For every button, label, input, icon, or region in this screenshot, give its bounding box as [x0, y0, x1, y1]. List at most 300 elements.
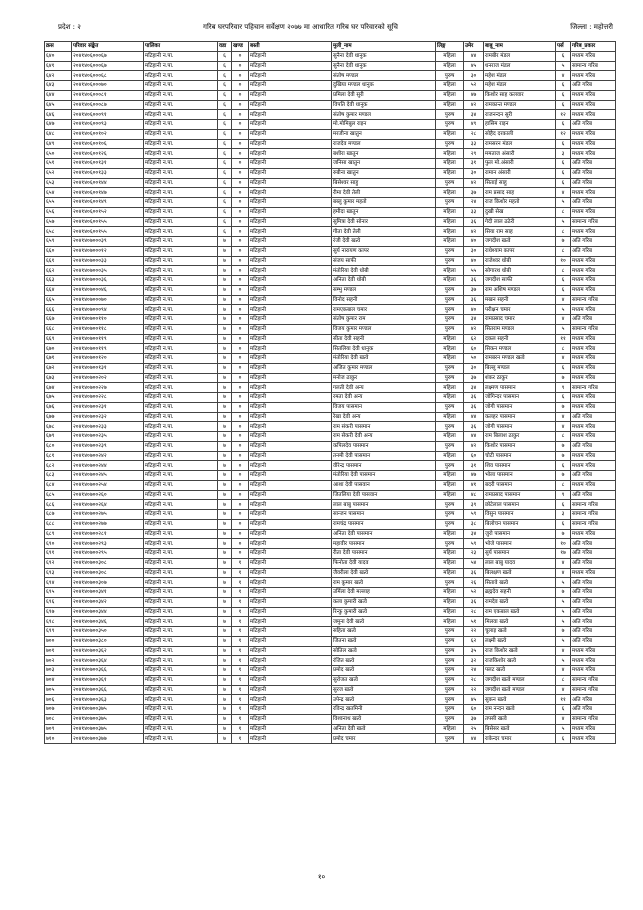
table-cell: मटिहानी न.पा.	[144, 266, 218, 276]
table-row	[45, 256, 616, 266]
table-cell: ४०	[464, 305, 484, 315]
table-cell: ४२	[464, 324, 484, 334]
table-cell: महेश मंडल	[484, 71, 556, 81]
table-cell: ७	[218, 412, 232, 422]
table-cell: मटिहानी न.पा.	[144, 490, 218, 500]
table-row	[45, 159, 616, 169]
table-cell: ७०९	[45, 724, 72, 734]
table-cell: ६४१	[45, 61, 72, 71]
table-cell: पुरुष	[436, 675, 464, 685]
table-cell: पुरुष	[436, 510, 464, 520]
table-cell: ०	[232, 539, 249, 549]
table-cell: ६५७	[45, 217, 72, 227]
table-cell: ६९४	[45, 578, 72, 588]
table-cell: सहिता खत्वे	[332, 627, 436, 637]
table-cell: मध्यम गरिब	[571, 480, 616, 490]
table-cell: राजनन्दन सुरी	[484, 110, 556, 120]
table-cell: पुरुष	[436, 139, 464, 149]
table-cell: १०	[556, 539, 571, 549]
table-cell: ७	[218, 276, 232, 286]
table-cell: मटिहानी	[249, 441, 332, 451]
table-cell: मटिहानी न.पा.	[144, 149, 218, 159]
table-row	[45, 61, 616, 71]
table-cell: २०४१४०७००२४२	[72, 451, 144, 461]
table-row	[45, 607, 616, 617]
table-cell: ६	[218, 110, 232, 120]
table-cell: मटिहानी न.पा.	[144, 100, 218, 110]
table-cell: ०	[232, 354, 249, 364]
table-cell: २०४१४०६००१०२	[72, 129, 144, 139]
table-cell: ६९२	[45, 558, 72, 568]
table-cell: ०	[232, 198, 249, 208]
table-cell: ५	[556, 578, 571, 588]
table-cell: ३७	[464, 373, 484, 383]
table-cell: मटिहानी	[249, 734, 332, 744]
table-cell: महिला	[436, 451, 464, 461]
table-cell: मटिहानी	[249, 266, 332, 276]
table-cell: ४२	[464, 178, 484, 188]
table-cell: विजय पासमान	[332, 402, 436, 412]
table-cell: प्रमोद चमार	[332, 734, 436, 744]
table-cell: ६	[556, 90, 571, 100]
table-cell: राम प्रसाद साह	[484, 188, 556, 198]
table-cell: ०	[232, 480, 249, 490]
table-cell: हमीदा खातुन	[332, 207, 436, 217]
table-cell: मध्यम गरिब	[571, 666, 616, 676]
table-cell: ६४४	[45, 90, 72, 100]
table-cell: मध्यम गरिब	[571, 71, 616, 81]
table-cell: मटिहानी न.पा.	[144, 305, 218, 315]
table-cell: ५९	[464, 510, 484, 520]
table-cell: पुरुष	[436, 285, 464, 295]
table-cell: पुरुष	[436, 256, 464, 266]
table-cell: मटिहानी न.पा.	[144, 617, 218, 627]
table-cell: मटिहानी	[249, 305, 332, 315]
table-cell: संतोष कुमार राम	[332, 315, 436, 325]
table-row	[45, 490, 616, 500]
table-cell: मटिहानी	[249, 120, 332, 130]
table-cell: किशोर पासमान	[484, 441, 556, 451]
table-cell: मटिहानी न.पा.	[144, 246, 218, 256]
table-cell: सिया राम साह	[484, 227, 556, 237]
table-cell: ७	[556, 402, 571, 412]
table-cell: ७०३	[45, 666, 72, 676]
table-cell: मटिहानी न.पा.	[144, 675, 218, 685]
table-cell: महिला	[436, 188, 464, 198]
table-cell: २४	[464, 666, 484, 676]
table-cell: राम अशिष मण्डल	[484, 285, 556, 295]
table-cell: ६९६	[45, 597, 72, 607]
table-cell: मटिहानी	[249, 471, 332, 481]
table-cell: ०	[232, 412, 249, 422]
table-cell: ६	[218, 159, 232, 169]
table-cell: ६	[556, 139, 571, 149]
table-cell: ०	[232, 256, 249, 266]
table-cell: ६७१	[45, 354, 72, 364]
table-cell: आशा देवी पासवान	[332, 480, 436, 490]
table-row	[45, 246, 616, 256]
table-cell: ७०६	[45, 695, 72, 705]
table-cell: २०४१४०७००२७५	[72, 510, 144, 520]
table-cell: १	[232, 695, 249, 705]
table-cell: मिलवा खत्वे	[484, 617, 556, 627]
table-cell: ७०७	[45, 705, 72, 715]
table-cell: ६	[218, 207, 232, 217]
table-cell: ३	[556, 149, 571, 159]
table-cell: ६	[218, 139, 232, 149]
table-cell: २०४१४०६००१४७	[72, 188, 144, 198]
table-cell: मटिहानी	[249, 256, 332, 266]
table-cell: ७	[218, 237, 232, 247]
table-cell: सितलिया देवी धानुक	[332, 344, 436, 354]
table-cell: ६	[556, 734, 571, 744]
table-cell: ३६	[464, 422, 484, 432]
table-cell: १	[232, 666, 249, 676]
table-row	[45, 178, 616, 188]
table-cell: भोला पासमान	[484, 471, 556, 481]
table-cell: अति गरिब	[571, 617, 616, 627]
table-cell: ०	[232, 100, 249, 110]
table-cell: २०४१४०६००१२६	[72, 149, 144, 159]
table-cell: २०४१४०७००२६४	[72, 500, 144, 510]
table-cell: सोगारथ धोबी	[484, 266, 556, 276]
column-header: बस्ती	[249, 42, 332, 52]
table-cell: मटिहानी न.पा.	[144, 685, 218, 695]
table-cell: मध्यम गरिब	[571, 734, 616, 744]
table-cell: ७	[218, 656, 232, 666]
table-cell: १	[232, 607, 249, 617]
table-cell: ६	[556, 519, 571, 529]
table-cell: ४	[556, 422, 571, 432]
table-cell: ५२	[464, 588, 484, 598]
table-row	[45, 549, 616, 559]
table-cell: मटिहानी न.पा.	[144, 627, 218, 637]
table-cell: ०	[232, 61, 249, 71]
table-cell: ५	[556, 724, 571, 734]
table-row	[45, 529, 616, 539]
table-cell: ८	[556, 480, 571, 490]
table-row	[45, 666, 616, 676]
table-cell: ४८	[464, 490, 484, 500]
table-cell: २०४१४०६००१०६	[72, 139, 144, 149]
table-row	[45, 695, 616, 705]
table-cell: ६५१	[45, 159, 72, 169]
table-cell: मध्यम गरिब	[571, 461, 616, 471]
table-cell: २४	[464, 198, 484, 208]
table-cell: ८	[556, 246, 571, 256]
table-cell: मटिहानी	[249, 432, 332, 442]
table-cell: मटिहानी न.पा.	[144, 724, 218, 734]
table-cell: ६५२	[45, 168, 72, 178]
table-cell: महिला	[436, 276, 464, 286]
table-cell: मटिहानी न.पा.	[144, 90, 218, 100]
table-cell: ६४९	[45, 139, 72, 149]
table-cell: ६४५	[45, 100, 72, 110]
table-cell: जुरो पासमान	[484, 529, 556, 539]
table-cell: पुरुष	[436, 646, 464, 656]
table-cell: ०	[232, 344, 249, 354]
table-cell: ३२	[464, 656, 484, 666]
table-cell: मटिहानी न.पा.	[144, 129, 218, 139]
table-cell: मटिहानी न.पा.	[144, 656, 218, 666]
table-cell: रामप्रसाद पासमान	[484, 490, 556, 500]
table-row	[45, 441, 616, 451]
table-cell: मटिहानी न.पा.	[144, 441, 218, 451]
table-cell: अति गरिब	[571, 120, 616, 130]
table-cell: मटिहानी	[249, 558, 332, 568]
table-cell: मटिहानी	[249, 129, 332, 139]
table-cell: महिला	[436, 266, 464, 276]
table-cell: ७	[218, 422, 232, 432]
table-cell: ३	[556, 510, 571, 520]
table-cell: ५	[556, 324, 571, 334]
table-cell: ६५४	[45, 188, 72, 198]
table-cell: ७	[218, 705, 232, 715]
table-cell: मध्यम गरिब	[571, 305, 616, 315]
table-cell: २२	[464, 627, 484, 637]
table-cell: मटिहानी न.पा.	[144, 110, 218, 120]
table-cell: ७०८	[45, 714, 72, 724]
table-cell: मटिहानी न.पा.	[144, 159, 218, 169]
table-cell: बिसेश्वर साहु	[332, 178, 436, 188]
table-cell: महिला	[436, 597, 464, 607]
table-cell: २०४१४०६००१५५	[72, 227, 144, 237]
table-cell: सोहैद दरकाली	[484, 129, 556, 139]
table-cell: ६८७	[45, 510, 72, 520]
table-cell: मध्यम गरिब	[571, 51, 616, 61]
table-cell: ७	[218, 266, 232, 276]
table-cell: मटिहानी न.पा.	[144, 295, 218, 305]
table-cell: ४	[556, 666, 571, 676]
table-cell: मटिहानी	[249, 100, 332, 110]
table-cell: २०४१४०७००२३२	[72, 412, 144, 422]
table-cell: ७	[218, 315, 232, 325]
table-cell: ५	[556, 656, 571, 666]
table-cell: महिला	[436, 412, 464, 422]
table-cell: मध्यम गरिब	[571, 129, 616, 139]
table-cell: बिलोचन पासमान	[484, 519, 556, 529]
table-cell: महिला	[436, 490, 464, 500]
table-cell: ४	[556, 71, 571, 81]
table-cell: अति गरिब	[571, 246, 616, 256]
table-cell: ४	[556, 295, 571, 305]
table-cell: रामदेव खत्वे	[484, 597, 556, 607]
table-cell: ०	[232, 285, 249, 295]
table-cell: राम कुमार खत्वे	[332, 578, 436, 588]
table-cell: मटिहानी	[249, 246, 332, 256]
table-cell: २६	[464, 578, 484, 588]
table-cell: मटिहानी न.पा.	[144, 607, 218, 617]
table-cell: ६४०	[45, 51, 72, 61]
table-cell: महिला	[436, 617, 464, 627]
table-cell: राजकिशोर खत्वे	[484, 656, 556, 666]
table-cell: ७	[218, 285, 232, 295]
table-cell: मटिहानी	[249, 656, 332, 666]
table-cell: जैवरीला देवी खत्वे	[332, 568, 436, 578]
table-cell: १	[232, 568, 249, 578]
table-cell: मटिहानी न.पा.	[144, 71, 218, 81]
table-cell: मटिहानी न.पा.	[144, 315, 218, 325]
table-cell: पुरुष	[436, 714, 464, 724]
table-cell: २०४१४०७००२३१	[72, 402, 144, 412]
table-cell: मटिहानी न.पा.	[144, 51, 218, 61]
table-row	[45, 139, 616, 149]
table-cell: २०४१४०७००३५०	[72, 627, 144, 637]
table-cell: शंकर ठाकुर	[484, 373, 556, 383]
table-cell: ०	[232, 334, 249, 344]
table-cell: २०४१४०७००३०८	[72, 568, 144, 578]
table-cell: मध्यम गरिब	[571, 100, 616, 110]
table-cell: मटिहानी	[249, 207, 332, 217]
table-cell: २०४१४०७००३७७	[72, 734, 144, 744]
table-cell: मटिहानी	[249, 568, 332, 578]
table-cell: मध्यम गरिब	[571, 276, 616, 286]
table-row	[45, 129, 616, 139]
table-cell: ६४६	[45, 110, 72, 120]
table-cell: मध्यम गरिब	[571, 656, 616, 666]
table-cell: सान्जन पासमान	[332, 510, 436, 520]
table-cell: ६६१	[45, 256, 72, 266]
table-cell: ६	[218, 217, 232, 227]
table-cell: मध्यम गरिब	[571, 451, 616, 461]
table-cell: ३०	[464, 168, 484, 178]
table-row	[45, 71, 616, 81]
table-cell: १	[232, 627, 249, 637]
table-cell: ८	[556, 266, 571, 276]
table-cell: ६८२	[45, 461, 72, 471]
table-cell: १	[232, 617, 249, 627]
table-row	[45, 519, 616, 529]
table-cell: ०	[232, 217, 249, 227]
table-cell: ०	[232, 71, 249, 81]
table-cell: ३४	[464, 529, 484, 539]
table-cell: ०	[232, 139, 249, 149]
table-cell: ६	[218, 61, 232, 71]
table-cell: जोगिन्दर पासमान	[484, 393, 556, 403]
table-cell: पुरुष	[436, 120, 464, 130]
table-cell: ५९	[464, 539, 484, 549]
table-cell: २०४१४०७००३७५	[72, 714, 144, 724]
table-cell: राज किशोर महतो	[484, 198, 556, 208]
table-cell: १	[232, 597, 249, 607]
table-cell: मटिहानी न.पा.	[144, 402, 218, 412]
table-cell: १	[232, 578, 249, 588]
table-cell: लक्ष्मी खत्वे	[484, 636, 556, 646]
table-cell: ०	[232, 51, 249, 61]
table-cell: ३४	[464, 110, 484, 120]
table-cell: महिला	[436, 129, 464, 139]
table-cell: महिला	[436, 354, 464, 364]
table-cell: ६२	[464, 636, 484, 646]
table-cell: ५०	[464, 354, 484, 364]
table-cell: अति गरिब	[571, 198, 616, 208]
table-row	[45, 510, 616, 520]
table-cell: ७	[556, 441, 571, 451]
table-cell: ६८९	[45, 529, 72, 539]
table-cell: रामसरन मंडल	[484, 139, 556, 149]
table-cell: ४	[556, 412, 571, 422]
table-cell: मध्यम गरिब	[571, 393, 616, 403]
table-cell: मटिहानी न.पा.	[144, 422, 218, 432]
table-cell: ७	[218, 646, 232, 656]
table-cell: मध्यम गरिब	[571, 266, 616, 276]
table-cell: सोतिल खत्वे	[332, 646, 436, 656]
table-cell: २०४१४०६००१४९	[72, 198, 144, 208]
table-cell: सिताई साहु	[484, 178, 556, 188]
table-cell: ६६०	[45, 246, 72, 256]
table-cell: ३३	[464, 207, 484, 217]
table-cell: महिला	[436, 81, 464, 91]
table-cell: २९	[464, 149, 484, 159]
table-cell: ७	[218, 451, 232, 461]
table-cell: अनिता देवी धोबी	[332, 276, 436, 286]
table-cell: ४४	[464, 51, 484, 61]
table-cell: २०४१४०७०००३५	[72, 266, 144, 276]
table-cell: ७	[218, 441, 232, 451]
table-cell: ४५	[464, 61, 484, 71]
table-cell: मंतोरिया देवी पासमान	[332, 471, 436, 481]
table-cell: ५	[556, 61, 571, 71]
table-cell: ०	[232, 149, 249, 159]
table-cell: सामान्य गरिब	[571, 324, 616, 334]
table-cell: तनमी देवी पासमान	[332, 451, 436, 461]
table-cell: ६५५	[45, 198, 72, 208]
table-cell: ५	[556, 305, 571, 315]
table-cell: रुबीना खातुन	[332, 168, 436, 178]
table-cell: ७	[218, 373, 232, 383]
table-cell: मटिहानी न.पा.	[144, 646, 218, 656]
table-cell: मटिहानी न.पा.	[144, 354, 218, 364]
table-cell: विजय कुमार मण्डल	[332, 324, 436, 334]
table-cell: २०४१४०७००३७५	[72, 724, 144, 734]
table-cell: मटिहानी	[249, 344, 332, 354]
table-cell: मटिहानी	[249, 334, 332, 344]
table-cell: ७	[218, 480, 232, 490]
table-cell: सितावे खत्वे	[484, 578, 556, 588]
table-cell: ६६७	[45, 315, 72, 325]
table-cell: कलहर पासमान	[484, 412, 556, 422]
table-cell: ०	[232, 373, 249, 383]
table-cell: २०४१४०७००३४२	[72, 597, 144, 607]
table-cell: पुरुष	[436, 656, 464, 666]
table-row	[45, 217, 616, 227]
table-cell: मटिहानी न.पा.	[144, 500, 218, 510]
table-cell: ७	[556, 373, 571, 383]
table-cell: ६९१	[45, 549, 72, 559]
table-cell: २०४१४०६०००६७	[72, 51, 144, 61]
table-cell: पुरुष	[436, 519, 464, 529]
table-row	[45, 315, 616, 325]
table-cell: ४४	[464, 412, 484, 422]
table-cell: ८	[556, 207, 571, 217]
table-cell: ६५०	[45, 149, 72, 159]
table-cell: १	[232, 705, 249, 715]
table-cell: मटिहानी न.पा.	[144, 666, 218, 676]
table-cell: २०४१४०७००२३५	[72, 432, 144, 442]
table-cell: महिला	[436, 724, 464, 734]
table-cell: अति गरिब	[571, 178, 616, 188]
table-cell: ६५९	[45, 237, 72, 247]
table-cell: ६	[556, 178, 571, 188]
table-cell: १२	[556, 129, 571, 139]
table-cell: १	[232, 646, 249, 656]
table-cell: मध्यम गरिब	[571, 256, 616, 266]
table-cell: ६	[556, 51, 571, 61]
table-cell: ६६२	[45, 266, 72, 276]
table-cell: ४	[556, 354, 571, 364]
table-cell: शिव पासमान	[484, 461, 556, 471]
table-cell: मटिहानी	[249, 354, 332, 364]
